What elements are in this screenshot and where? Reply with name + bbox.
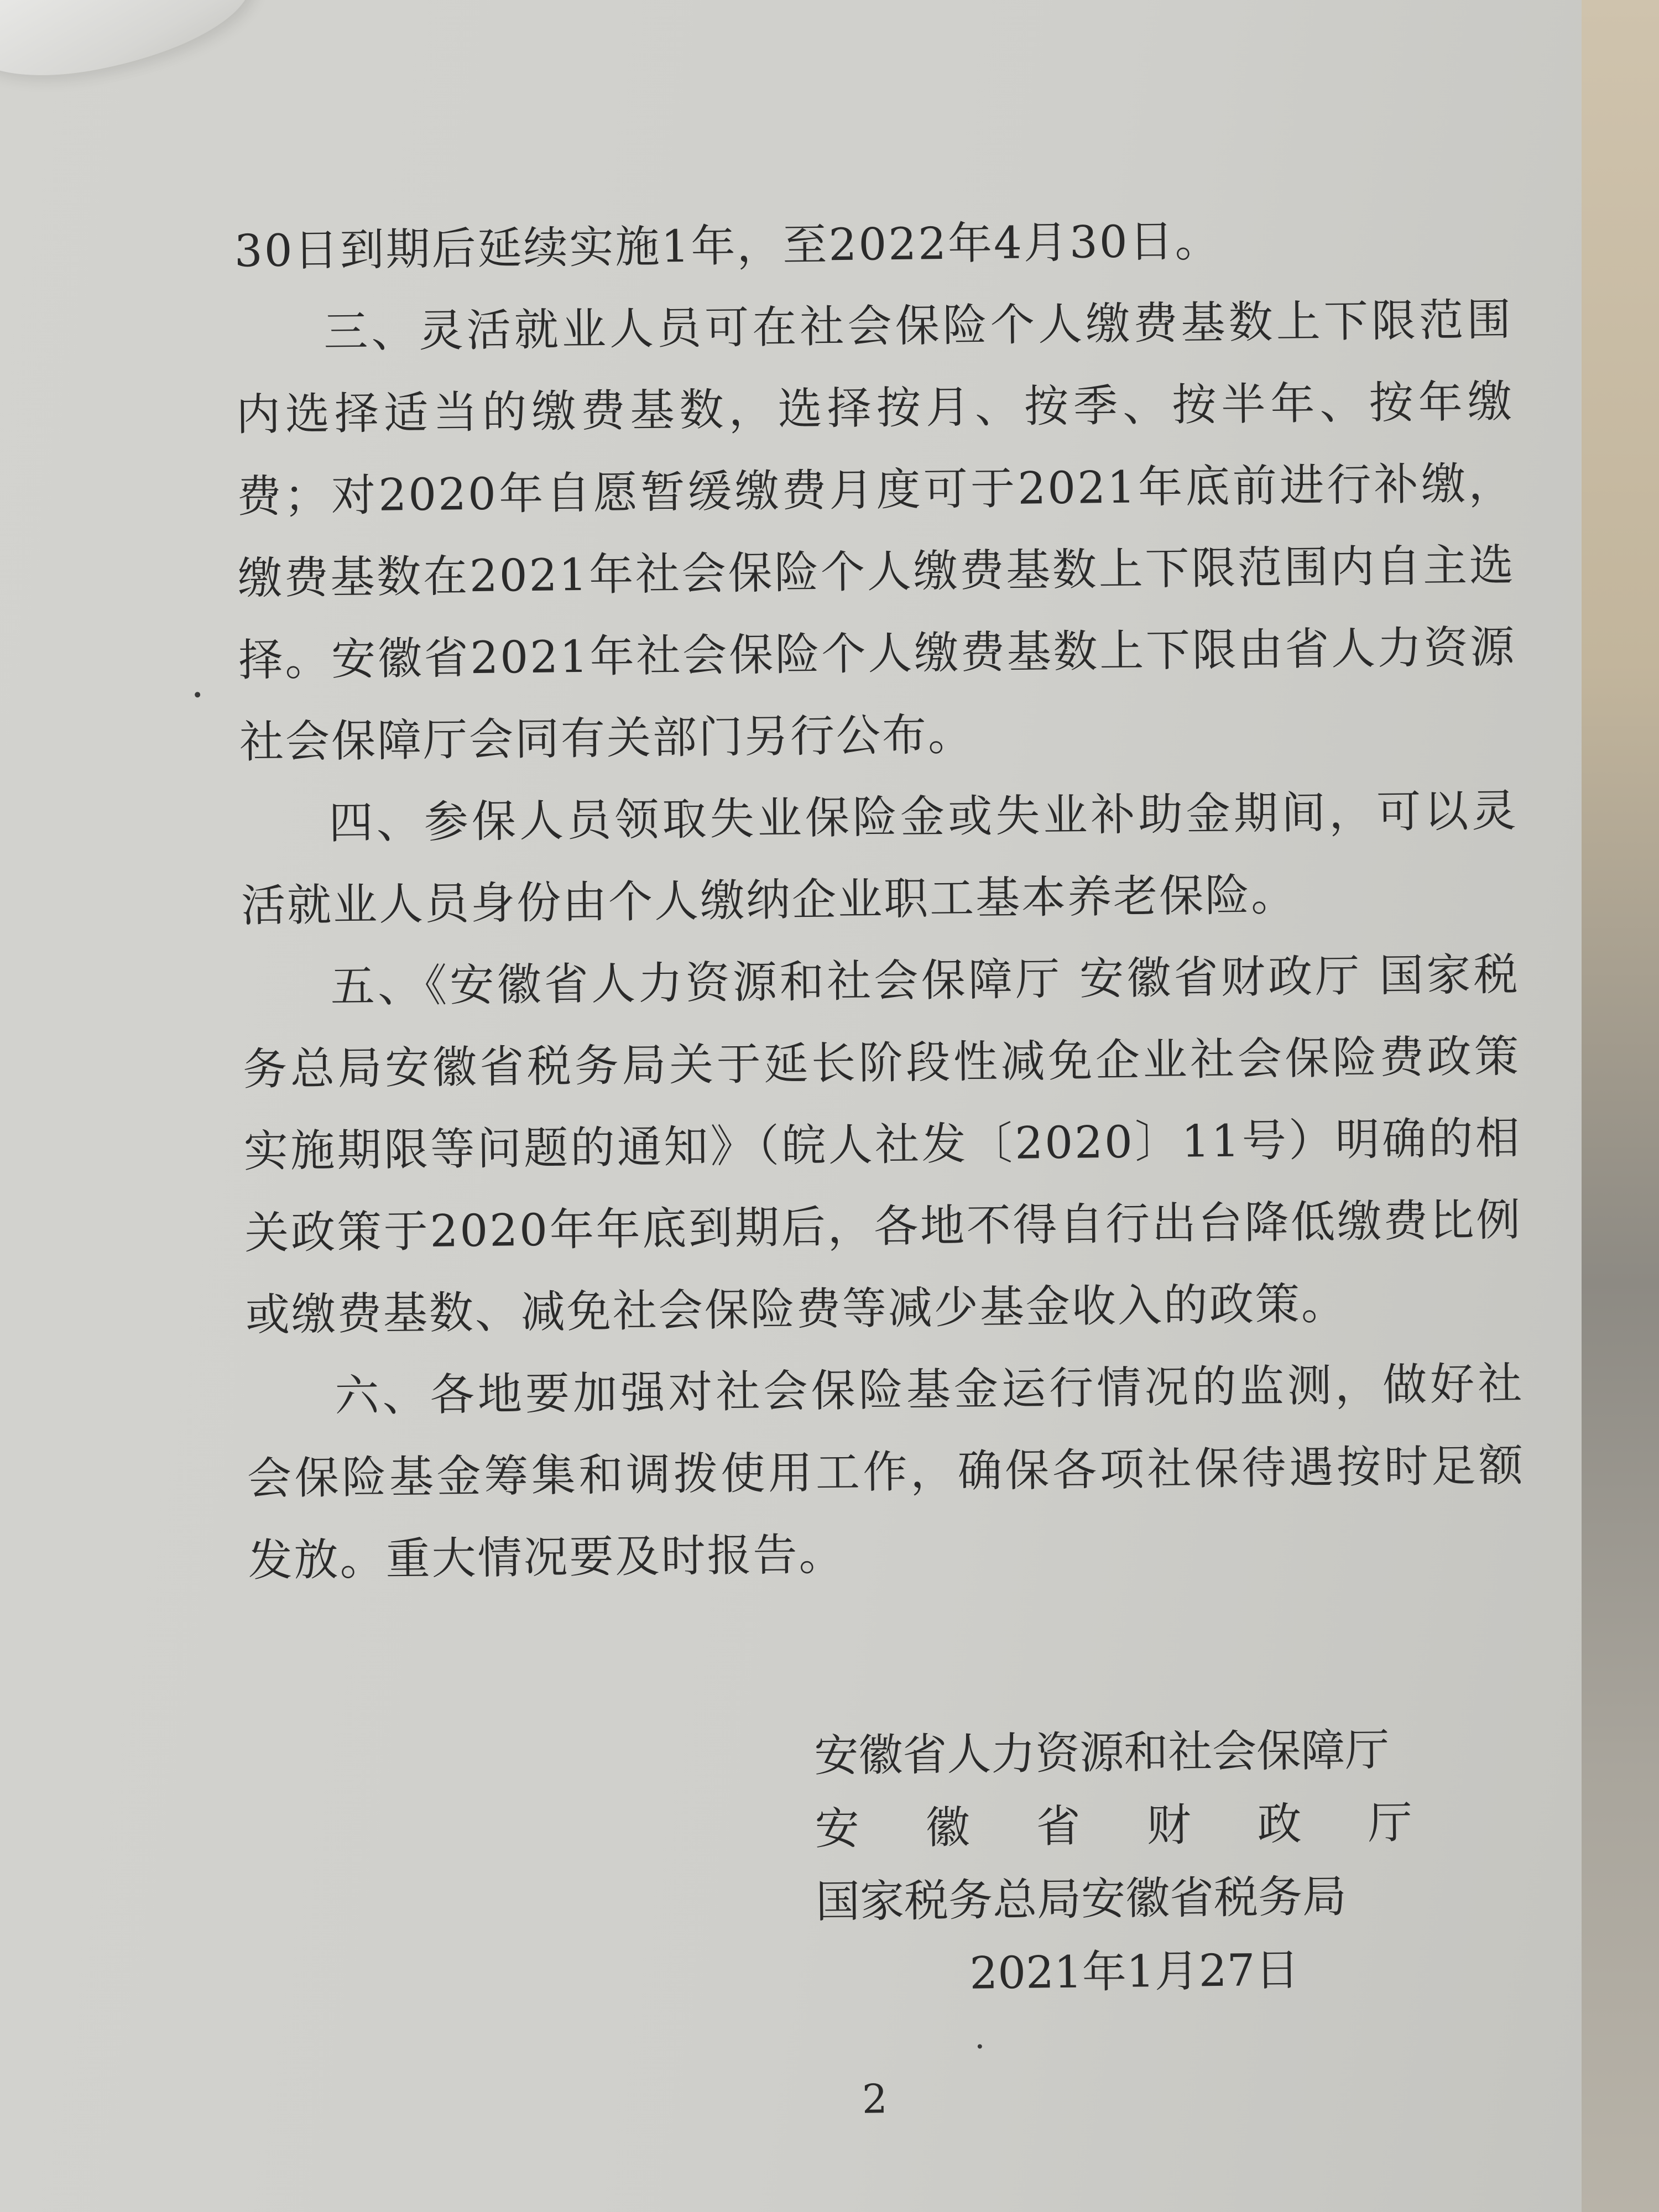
issuer-finance-char: 财	[1146, 1799, 1192, 1851]
paragraph-item-5: 五、《安徽省人力资源和社会保障厅 安徽省财政厅 国家税务总局安徽省税务局关于延长阶段性减免企业社会保险费政策实施期限等问题的通知》（皖人社发〔2020〕11号）明确的相关政策于2020年年底到期后，各地不得自行出台降低缴费比例或缴费基数、减免社会保险费等减少基金收入的政策。	[242, 948, 1522, 1341]
paragraph-item-3: 三、灵活就业人员可在社会保险个人缴费基数上下限范围内选择适当的缴费基数，选择按月、按季、按半年、按年缴费；对2020年自愿暂缓缴费月度可于2021年底前进行补缴，缴费基数在2021年社会保险个人缴费基数上下限范围内自主选择。安徽省2021年社会保险个人缴费基数上下限由省人力资源社会保障厅会同有关部门另行公布。	[236, 294, 1516, 768]
issuer-finance	[815, 1786, 1412, 1865]
page-number: 2	[862, 2075, 888, 2122]
issuer-finance-char: 厅	[1368, 1797, 1413, 1849]
issuer-finance-char: 政	[1257, 1798, 1302, 1850]
document-body	[234, 197, 1526, 1601]
issuer-finance-char: 安	[815, 1802, 860, 1855]
issuer-finance-char: 徽	[925, 1801, 971, 1854]
paragraph-continuation: 30日到期后延续实施1年，至2022年4月30日。	[234, 215, 1222, 277]
issue-date: 2021年1月27日	[969, 1944, 1300, 1999]
signature-block	[814, 1713, 1414, 2011]
issuer-tax-bureau: 国家税务总局安徽省税务局	[815, 1870, 1347, 1928]
paper-speck	[978, 2044, 982, 2049]
paper-speck	[195, 692, 200, 697]
issuer-finance-char: 省	[1036, 1800, 1081, 1853]
paragraph-item-4: 四、参保人员领取失业保险金或失业补助金期间，可以灵活就业人员身份由个人缴纳企业职工基本养老保险。	[241, 785, 1518, 932]
issuer-human-resources: 安徽省人力资源和社会保障厅	[813, 1724, 1390, 1782]
paragraph-item-6: 六、各地要加强对社会保险基金运行情况的监测，做好社会保险基金筹集和调拨使用工作，确保各项社保待遇按时足额发放。重大情况要及时报告。	[247, 1358, 1525, 1587]
